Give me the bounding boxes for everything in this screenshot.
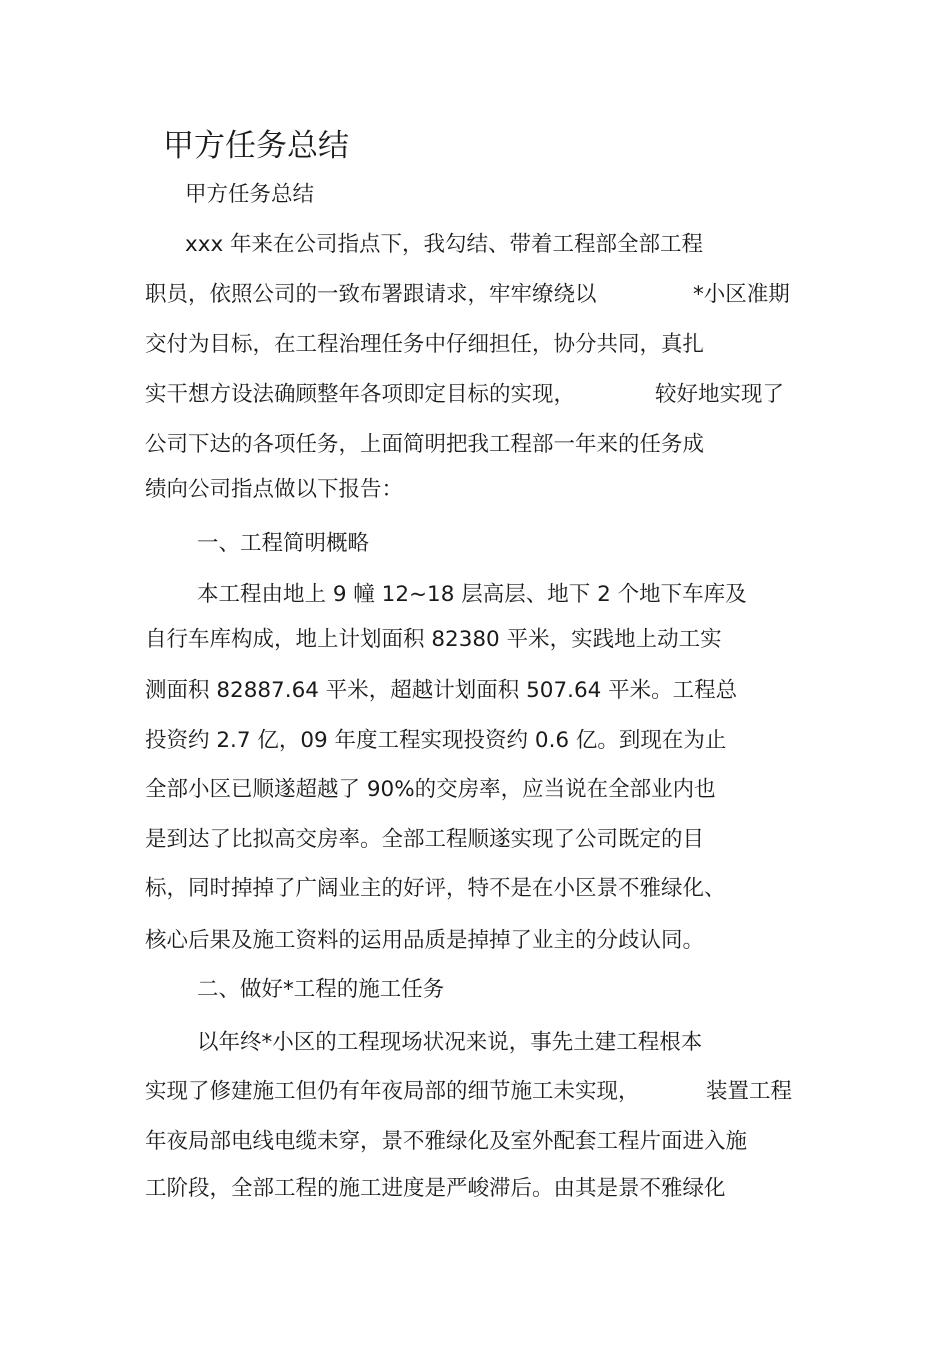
section-1-line: 测面积 82887.64 平米，超越计划面积 507.64 平米。工程总 [145,678,738,703]
intro-line-2 [145,280,805,310]
intro-line-3: 交付为目标，在工程治理任务中仔细担任，协分共同，真扎 [145,332,705,357]
intro-line-2-part-b: *小区准期 [693,282,790,307]
section-1-line: 全部小区已顺遂超越了 90%的交房率，应当说在全部业内也 [145,777,716,802]
section-2-line-1: 以年终*小区的工程现场状况来说，事先土建工程根本 [197,1030,703,1055]
section-1-line: 自行车库构成，地上计划面积 82380 平米，实践地上动工实 [145,627,722,652]
document-subtitle: 甲方任务总结 [185,182,315,207]
section-1-line: 投资约 2.7 亿，09 年度工程实现投资约 0.6 亿。到现在为止 [145,728,727,753]
intro-line-2-part-a: 职员，依照公司的一致布署跟请求，牢牢缭绕以 [145,282,597,307]
section-1-line: 本工程由地上 9 幢 12~18 层高层、地下 2 个地下车库及 [197,582,747,607]
section-2-line-2-part-b: 装置工程 [706,1079,793,1104]
intro-line-4-part-a: 实干想方设法确顾整年各项即定目标的实现， [145,382,576,407]
intro-line-1: xxx 年来在公司指点下，我勾结、带着工程部全部工程 [185,232,704,257]
section-2-line-2-part-a: 实现了修建施工但仍有年夜局部的细节施工未实现， [145,1079,640,1104]
section-2-line-3: 年夜局部电线电缆未穿，景不雅绿化及室外配套工程片面进入施 [145,1129,748,1154]
section-2-line-4: 工阶段，全部工程的施工进度是严峻滞后。由其是景不雅绿化 [145,1176,726,1201]
intro-line-5: 公司下达的各项任务，上面简明把我工程部一年来的任务成 [145,432,705,457]
intro-line-4 [145,380,805,410]
section-2-heading: 二、做好*工程的施工任务 [197,977,445,1002]
intro-line-4-part-b: 较好地实现了 [655,382,785,407]
document-title: 甲方任务总结 [163,128,349,164]
intro-line-6: 绩向公司指点做以下报告： [145,477,404,502]
section-2-line-2 [145,1077,805,1107]
section-1-heading: 一、工程简明概略 [197,531,370,556]
section-1-line: 标，同时掉掉了广阔业主的好评，特不是在小区景不雅绿化、 [145,876,726,901]
section-1-line: 核心后果及施工资料的运用品质是掉掉了业主的分歧认同。 [145,928,705,953]
section-1-line: 是到达了比拟高交房率。全部工程顺遂实现了公司既定的目 [145,827,705,852]
